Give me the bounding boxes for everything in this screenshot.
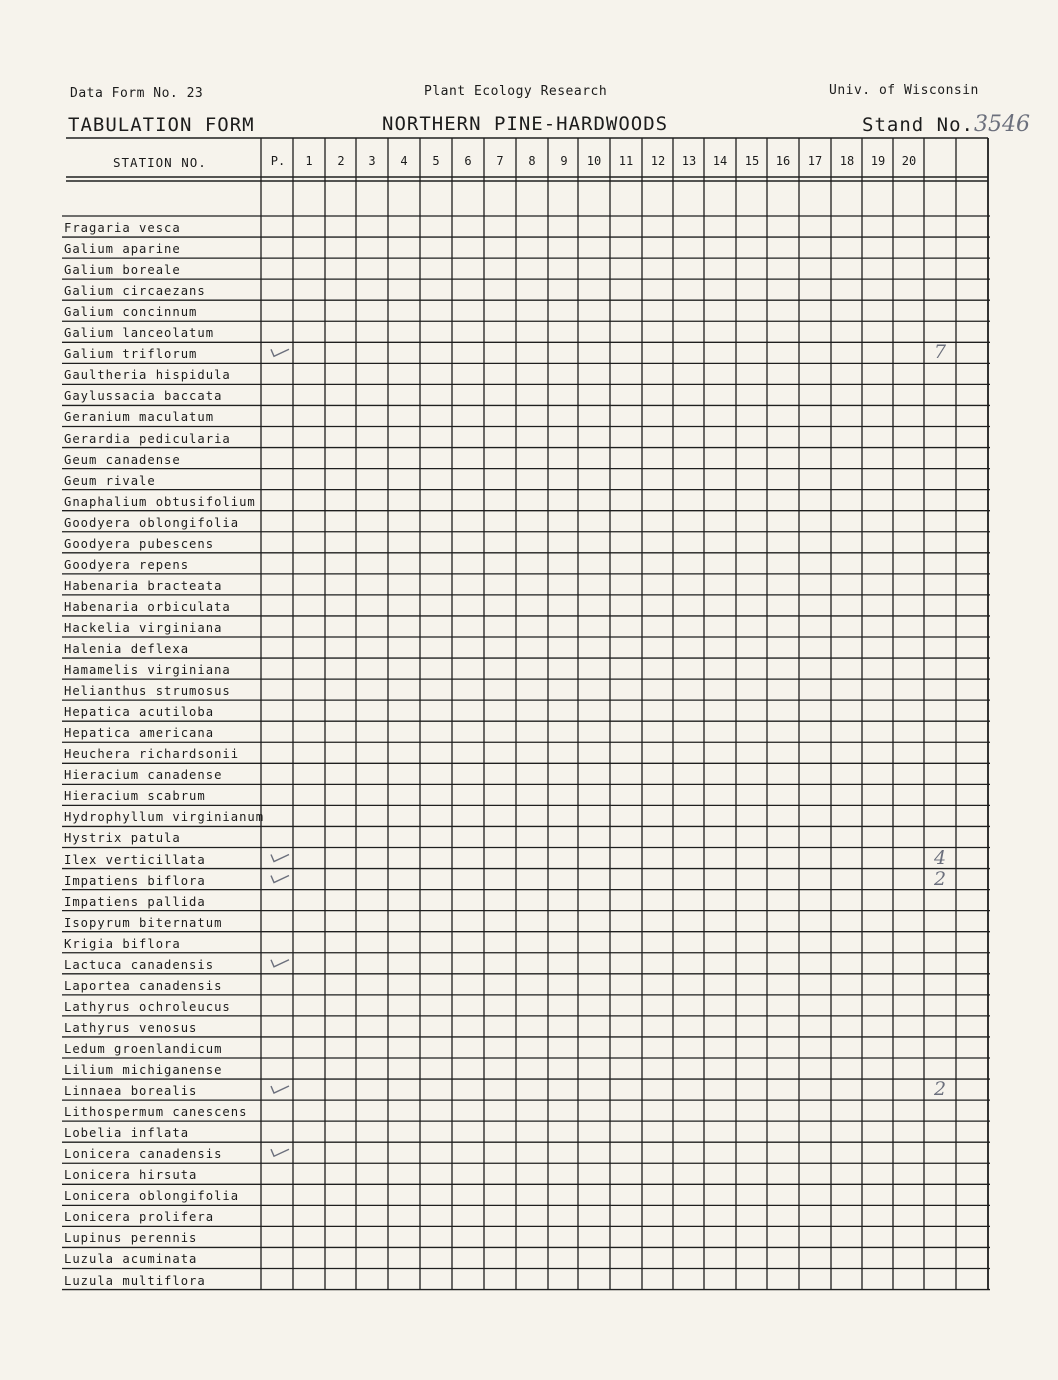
- species-row-label: Gnaphalium obtusifolium: [64, 494, 256, 509]
- stand-label: Stand No.: [862, 114, 974, 136]
- species-row-label: Linnaea borealis: [64, 1084, 198, 1099]
- species-row-label: Lobelia inflata: [64, 1126, 190, 1141]
- species-row-label: Lathyrus ochroleucus: [64, 999, 231, 1014]
- species-row-label: Geum rivale: [64, 473, 156, 488]
- species-row-label: Gerardia pedicularia: [64, 431, 231, 446]
- column-header-10: 10: [586, 154, 602, 168]
- column-header-20: 20: [901, 154, 917, 168]
- tally-value: 4: [933, 846, 947, 869]
- species-row-label: Laportea canadensis: [64, 978, 223, 993]
- tally-value: 7: [933, 341, 947, 364]
- species-row-label: Gaultheria hispidula: [64, 368, 231, 383]
- column-header-19: 19: [870, 154, 886, 168]
- column-header-4: 4: [400, 154, 408, 168]
- p-column-header: P.: [270, 154, 286, 168]
- species-row-label: Galium aparine: [64, 242, 181, 257]
- species-row-label: Habenaria orbiculata: [64, 599, 231, 614]
- species-row-label: Galium boreale: [64, 263, 181, 278]
- column-header-2: 2: [337, 154, 345, 168]
- species-row-label: Lathyrus venosus: [64, 1020, 198, 1035]
- species-row-label: Luzula multiflora: [64, 1273, 206, 1288]
- species-row-label: Goodyera pubescens: [64, 536, 215, 551]
- species-row-label: Hydrophyllum virginianum: [64, 810, 265, 825]
- species-row-label: Galium circaezans: [64, 284, 206, 299]
- tally-value: 2: [933, 867, 947, 890]
- presence-check-icon: [271, 855, 289, 862]
- species-row-label: Luzula acuminata: [64, 1252, 198, 1267]
- form-title: TABULATION FORM: [68, 114, 255, 136]
- university: Univ. of Wisconsin: [829, 83, 979, 98]
- species-row-label: Hieracium scabrum: [64, 789, 206, 804]
- column-header-6: 6: [464, 154, 472, 168]
- presence-check-icon: [271, 876, 289, 883]
- species-row-label: Halenia deflexa: [64, 642, 190, 656]
- species-row-label: Geum canadense: [64, 452, 181, 467]
- column-header-8: 8: [528, 154, 536, 168]
- species-row-label: Lilium michiganense: [64, 1063, 223, 1077]
- species-row-label: Goodyera oblongifolia: [64, 515, 240, 530]
- column-header-13: 13: [681, 154, 697, 168]
- species-row-label: Helianthus strumosus: [64, 684, 231, 699]
- species-row-label: Lonicera hirsuta: [64, 1168, 198, 1183]
- species-row-label: Lithospermum canescens: [64, 1105, 248, 1120]
- column-header-16: 16: [775, 154, 791, 168]
- species-row-label: Lonicera canadensis: [64, 1147, 223, 1162]
- community-title: NORTHERN PINE-HARDWOODS: [382, 113, 669, 135]
- species-row-label: Impatiens biflora: [64, 873, 206, 888]
- species-row-label: Isopyrum biternatum: [64, 915, 223, 930]
- species-row-label: Hackelia virginiana: [64, 620, 223, 635]
- column-header-3: 3: [368, 154, 376, 168]
- species-row-label: Geranium maculatum: [64, 410, 215, 425]
- species-row-label: Goodyera repens: [64, 557, 190, 572]
- column-header-12: 12: [650, 154, 666, 168]
- column-header-17: 17: [807, 154, 823, 168]
- species-row-label: Hepatica americana: [64, 726, 215, 741]
- species-row-label: Habenaria bracteata: [64, 578, 223, 593]
- column-header-11: 11: [618, 154, 634, 168]
- species-row-label: Hamamelis virginiana: [64, 663, 231, 678]
- species-row-label: Impatiens pallida: [64, 894, 206, 909]
- species-row-label: Galium triflorum: [64, 347, 198, 362]
- species-row-label: Hepatica acutiloba: [64, 705, 215, 720]
- column-header-5: 5: [432, 154, 440, 168]
- stand-value: 3546: [973, 112, 1030, 137]
- species-row-label: Lupinus perennis: [64, 1231, 198, 1246]
- form-number: Data Form No. 23: [70, 86, 204, 101]
- species-row-label: Hystrix patula: [64, 831, 181, 846]
- species-row-label: Gaylussacia baccata: [64, 389, 223, 404]
- column-header-15: 15: [744, 154, 760, 168]
- species-row-label: Hieracium canadense: [64, 768, 223, 783]
- species-row-label: Lonicera oblongifolia: [64, 1189, 240, 1204]
- tally-value: 2: [933, 1078, 947, 1101]
- species-row-label: Ilex verticillata: [64, 852, 206, 867]
- species-row-label: Heuchera richardsonii: [64, 747, 240, 762]
- column-header-7: 7: [496, 154, 504, 168]
- presence-check-icon: [271, 1149, 289, 1156]
- presence-check-icon: [271, 960, 289, 967]
- organization: Plant Ecology Research: [424, 84, 608, 99]
- species-row-label: Galium concinnum: [64, 305, 198, 320]
- column-header-9: 9: [560, 154, 568, 168]
- presence-check-icon: [271, 349, 289, 356]
- presence-check-icon: [271, 1086, 289, 1093]
- species-row-label: Lonicera prolifera: [64, 1210, 215, 1225]
- column-header-14: 14: [712, 154, 728, 168]
- species-row-label: Galium lanceolatum: [64, 326, 215, 341]
- species-row-label: Lactuca canadensis: [64, 957, 215, 972]
- station-header: STATION NO.: [113, 155, 207, 170]
- column-header-1: 1: [305, 154, 313, 168]
- species-row-label: Fragaria vesca: [64, 221, 181, 235]
- species-row-label: Ledum groenlandicum: [64, 1041, 223, 1056]
- species-row-label: Krigia biflora: [64, 936, 181, 951]
- column-header-18: 18: [839, 154, 855, 168]
